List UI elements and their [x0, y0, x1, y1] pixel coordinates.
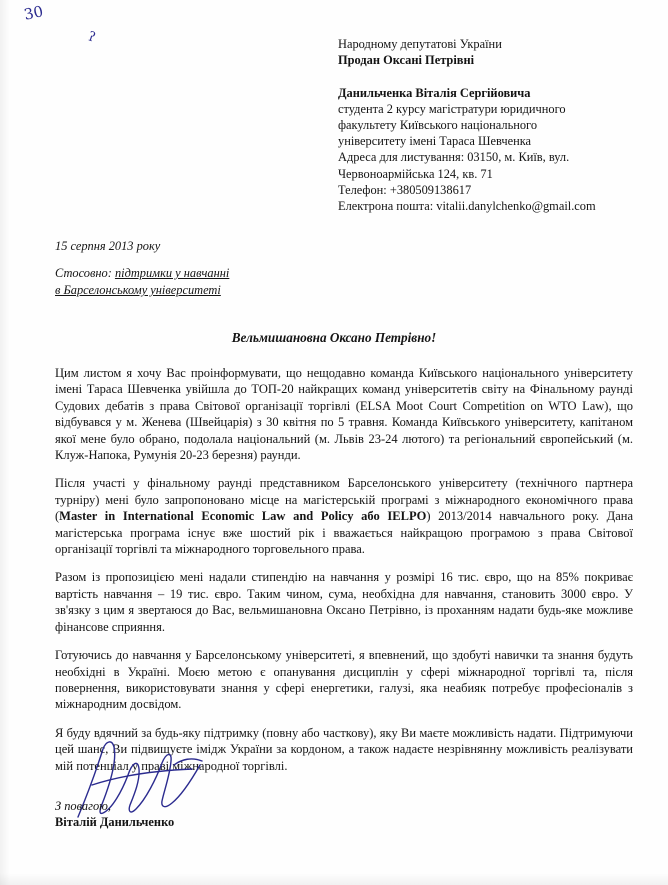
addressee-line-6: університету імені Тараса Шевченка: [338, 134, 532, 149]
handwritten-secondary-mark: ʔ: [85, 29, 98, 46]
paragraph-5: Я буду вдячний за будь-яку підтримку (повну або часткову), яку Ви маєте можливість надати. Підтримуючи цей шанс, Ви підвищуєте імідж України за кордоном, а також надаєте незрівнянну можливість реалізувати мій потенціал у праві міжнародної торгівлі.: [55, 725, 633, 773]
addressee-line-10: Електрона пошта: vitalii.danylchenko@gmail.com: [338, 199, 596, 214]
paragraph-2: [55, 475, 633, 557]
subject-prefix: Стосовно:: [55, 266, 112, 280]
addressee-block: [338, 36, 638, 214]
scan-edge-left: [0, 0, 10, 885]
closing-phrase: З повагою,: [55, 799, 111, 813]
salutation: Вельмишановна Оксано Петрівно!: [231, 330, 437, 345]
subject-topic: підтримки у навчанні: [114, 266, 230, 280]
signature-block: [55, 798, 174, 830]
addressee-line-0: Народному депутатові України: [338, 37, 502, 51]
paragraph-4: Готуючись до навчання у Барселонському університеті, я впевнений, що здобуті навички та знання будуть необхідні в Україні. Моєю метою є опанування дисциплін у сфері міжнародної торгівлі та, після повернення, використовувати знання у сфері енергетики, галузі, яка неабияк потребує професіоналів з міжнародним досвідом.: [55, 648, 633, 712]
handwritten-page-number: 30: [22, 2, 45, 24]
addressee-line-7: Адреса для листування: 03150, м. Київ, вул.: [338, 150, 570, 165]
addressee-line-8: Червоноармійська 124, кв. 71: [338, 166, 493, 181]
letter-date: 15 серпня 2013 року: [55, 239, 161, 253]
letter-body: [55, 365, 633, 774]
scan-edge-bottom: [0, 873, 668, 885]
signer-name: Віталій Данильченко: [55, 815, 175, 829]
addressee-line-2: [338, 68, 638, 84]
addressee-line-1: Продан Оксані Петрівні: [338, 53, 475, 68]
paragraph-3: Разом із пропозицією мені надали стипендію на навчання у розмірі 16 тис. євро, що на 85% покриває вартість навчання – 19 тис. євро. Таким чином, сума, необхідна для навчання, становить 3000 євро. У зв'язку з цим я звертаюся до Вас, вельмишановна Оксано Петрівно, із проханням надати будь-яке можливе фінансове сприяння.: [55, 570, 633, 634]
subject-block: [55, 265, 385, 299]
addressee-line-4: студента 2 курсу магістратури юридичного: [338, 101, 566, 116]
addressee-line-5: факультету Київського національного: [338, 118, 538, 133]
paragraph-2-text: Після участі у фінальному раунді представником Барселонського університету (технічного партнера турніру) мені було запропоновано місце на магістерській програмі з міжнародного економічного права (Master in International Economic Law and Policy або IELPO) 2013/2014 навчального року. Дана магістерська програма існує вже шостий рік і вважається найкращою програмою з права Світової організації торгівлі та міжнародного торговельного права.: [55, 476, 633, 557]
paragraph-2-emphasis: Master in International Economic Law and Policy або IELPO: [59, 509, 427, 524]
addressee-line-9: Телефон: +380509138617: [338, 182, 472, 197]
paragraph-1: Цим листом я хочу Вас проінформувати, що нещодавно команда Київського національного університету імені Тараса Шевченка увійшла до ТОП-20 найкращих команд університетів світу на Фінальному раунді Судових дебатів з права Світової організації торгівлі (ELSA Moot Court Competition on WTO Law), що відбувався у м. Женева (Швейцарія) з 30 квітня по 5 травня. Команда Київського університету, капітаном якої мене було обрано, подолала національний (м. Львів 23-24 лютого) та регіональний європейський (м. Клуж-Напока, Румунія 20-23 березня) раунди.: [55, 366, 633, 463]
subject-topic-continued: в Барселонському університеті: [55, 283, 221, 297]
addressee-line-3: Данильченка Віталія Сергійовича: [338, 85, 531, 100]
